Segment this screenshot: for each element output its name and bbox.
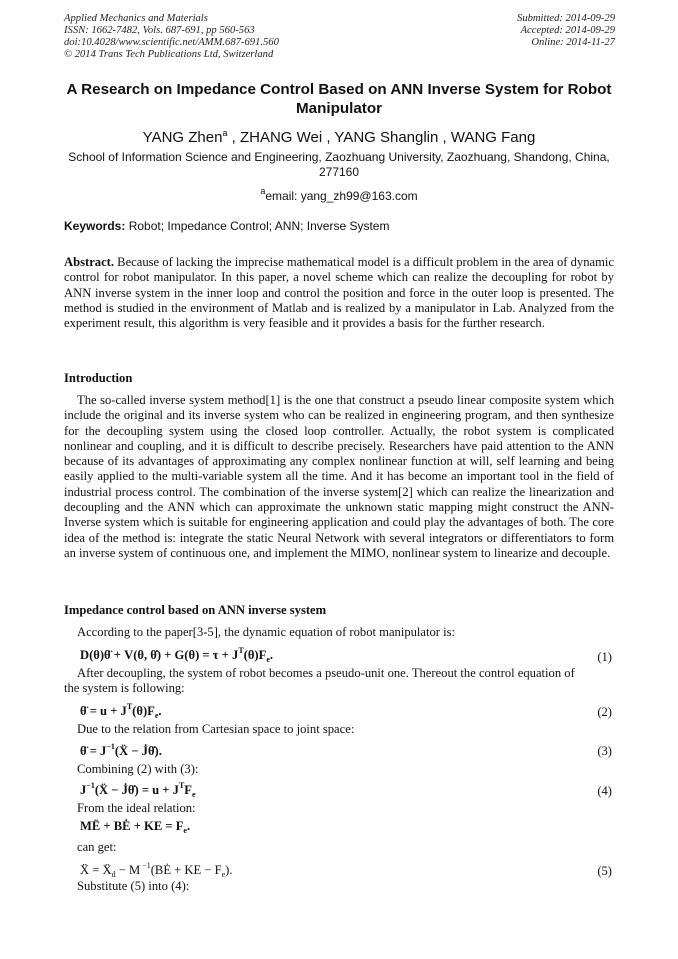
journal-name: Applied Mechanics and Materials [64,13,208,24]
journal-header [64,13,279,61]
abstract [64,255,614,331]
email-text: email: yang_zh99@163.com [265,189,418,203]
eq5-sub: d [111,870,116,879]
eq5-close: ) [225,863,230,877]
other-authors: , ZHANG Wei , YANG Shanglin , WANG Fang [227,129,536,146]
keywords-label: Keywords: [64,219,126,233]
paragraph-can-get: can get: [77,840,117,854]
abstract-label: Abstract. [64,255,115,269]
eq4-sub: e [191,790,196,799]
journal-copyright: © 2014 Trans Tech Publications Ltd, Switzerland [64,49,274,60]
paragraph-substitute: Substitute (5) into (4): [77,879,190,893]
eq1-tail: . [269,648,274,662]
eq2-tail: . [158,704,162,718]
eq4-force: F [184,783,192,797]
eq3-part: (Ẍ − J̇θ̇) [114,744,159,758]
eq5-main: Ẍ = Ẍ [80,863,112,877]
accepted-date: Accepted: 2014-09-29 [520,25,615,36]
first-author: YANG Zhen [142,129,223,146]
eq5-part2: (BĖ + KE − F [150,863,222,877]
paragraph-ideal: From the ideal relation: [77,801,196,815]
section-heading-impedance: Impedance control based on ANN inverse system [64,603,327,617]
eq4-sup: −1 [86,781,95,790]
section-heading-introduction: Introduction [64,371,133,385]
eq4-sup2: T [178,781,185,790]
eq5-part: − M [115,863,141,877]
author-email [40,184,638,204]
equation-2 [80,699,162,723]
equation-number-4: (4) [597,784,612,798]
eq2-sup: T [126,702,133,711]
keywords [64,219,616,234]
paragraph-cartesian: Due to the relation from Cartesian space to joint space: [77,722,355,736]
eq5-sup: −1 [140,861,151,870]
dates-header [517,13,615,49]
equation-1 [80,643,273,667]
eq5-tail: . [229,863,233,877]
eq2-part: (θ)F [132,704,155,718]
journal-issn: ISSN: 1662-7482, Vols. 687-691, pp 560-563 [64,25,255,36]
online-date: Online: 2014-11-27 [531,37,615,48]
equation-number-1: (1) [597,650,612,664]
eq2-main: θ̈ = u + J [80,704,127,718]
paragraph-decoupling-cont: the system is following: [64,681,185,695]
equation-number-3: (3) [597,744,612,758]
eq5-sub2: e [221,870,226,879]
paragraph-decoupling: After decoupling, the system of robot becomes a pseudo-unit one. Thereout the control equation of [77,666,575,680]
email-mark: a [260,186,266,196]
author-affiliation-mark: a [222,128,228,138]
equation-number-5: (5) [597,864,612,878]
journal-doi: doi:10.4028/www.scientific.net/AMM.687-691.560 [64,37,279,48]
equation-3 [80,739,162,759]
eq3-main: θ̈ = J [80,744,107,758]
introduction-paragraph: The so-called inverse system method[1] is the one that construct a pseudo linear composite system which include the original and its inverse system who can be realized in engineering program, and then synthesize for the decoupling system using the closed loop controller. Actually, the robot system is complicated nonlinear and coupling, and it is difficult to describe precisely. Researchers have paid attention to the ANN because of its advantages of approximating any complex nonlinear function at will, self learning and being easily applied to the multi-variable system all the time. And it has become an important tool in the field of industrial process control. The combination of the inverse system[2] which can realize the linearization and decoupling and the ANN which can approximate the unknown static mapping might construct the ANN-Inverse system which is suitable for engineering application and could play the advantages of both. The core idea of the method is: integrate the static Neural Network with several integrators or differentiators to form an inverse system of continuous one, and implement the MIMO, nonlinear system to linearize and decouple. [64,393,614,560]
eq4-part: (Ẍ − J̇θ̇) = u + J [94,783,179,797]
eq3-tail: . [158,744,162,758]
eq2-sub: e [154,711,159,720]
eq-ideal-sub: e [183,826,187,835]
eq-ideal-tail: . [186,819,191,833]
paragraph-dynamic-equation: According to the paper[3-5], the dynamic equation of robot manipulator is: [77,625,456,639]
equation-4 [80,778,196,802]
affiliation: School of Information Science and Engineering, Zaozhuang University, Zaozhuang, Shandong, China, 277160 [68,150,610,179]
paragraph-combining: Combining (2) with (3): [77,762,199,776]
eq1-sub: e [266,655,270,664]
eq1-sup: T [238,646,244,655]
eq3-sup: −1 [106,742,115,751]
eq4-main: J [80,783,87,797]
author-list [40,124,638,147]
equation-number-2: (2) [597,705,612,719]
keywords-text: Robot; Impedance Control; ANN; Inverse System [125,219,390,233]
eq-ideal-main: MË + BĖ + KE = F [80,819,184,833]
eq1-part: (θ)F [243,648,267,662]
equation-ideal [80,819,190,838]
eq1-main: D(θ)θ̈ + V(θ, θ̇) + G(θ) = τ + J [80,648,239,662]
abstract-text: Because of lacking the imprecise mathematical model is a difficult problem in the area of dynamic control for robot manipulator. In this paper, a novel scheme which can realize the decoupling for robot by ANN inverse system in the inner loop and control the position and force in the outer loop is presented. The method is studied in the environment of Matlab and is realized by a manipulator in Lab. Analyzed from the experiment result, this algorithm is very feasible and it provides a basis for the further research. [64,255,614,331]
submitted-date: Submitted: 2014-09-29 [517,13,615,24]
paper-title: A Research on Impedance Control Based on ANN Inverse System for Robot Manipulator [66,81,612,117]
